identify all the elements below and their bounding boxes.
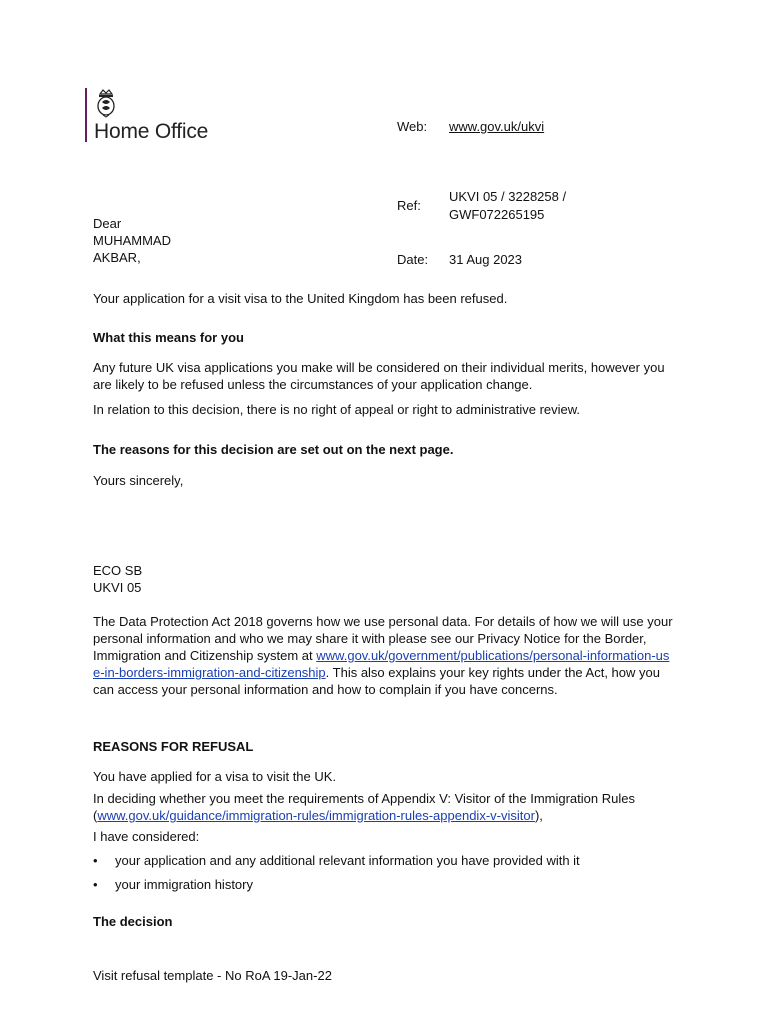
reasons-note: The reasons for this decision are set out on the next page. — [93, 442, 454, 457]
deciding-paragraph — [93, 790, 663, 824]
ref-label: Ref: — [397, 198, 421, 213]
heading-refusal: REASONS FOR REFUSAL — [93, 739, 254, 754]
applied-paragraph: You have applied for a visa to visit the UK. — [93, 769, 337, 784]
signatory-line1: ECO SB — [93, 563, 143, 578]
data-protection-paragraph — [93, 613, 673, 698]
deciding-text-after: ), — [534, 808, 543, 823]
considered-paragraph: I have considered: — [93, 829, 200, 844]
salutation-line1: Dear — [93, 216, 122, 231]
date-label: Date: — [397, 252, 429, 267]
salutation-line3: AKBAR, — [93, 250, 141, 265]
bullet-icon: • — [93, 853, 98, 868]
list-item-text: your application and any additional relevant information you have provided with it — [115, 853, 580, 868]
brand-bar — [85, 88, 87, 142]
ref-value-line1: UKVI 05 / 3228258 / — [449, 189, 567, 204]
closing: Yours sincerely, — [93, 473, 184, 488]
data-protection-text-after: . This also explains your key rights under the Act, how you can access your personal information and how to complain if you have concerns. — [93, 665, 660, 697]
future-applications-paragraph: Any future UK visa applications you make will be considered on their individual merits, however you are likely to be refused unless the circumstances of your application change. — [93, 360, 665, 392]
list-item-text: your immigration history — [115, 877, 253, 892]
privacy-notice-link[interactable]: www.gov.uk/government/publications/personal-information-use-in-borders-immigration-and-citizenship — [93, 648, 670, 680]
date-value: 31 Aug 2023 — [449, 252, 523, 267]
intro-paragraph: Your application for a visit visa to the United Kingdom has been refused. — [93, 291, 508, 306]
data-protection-text: The Data Protection Act 2018 governs how we use personal data. For details of how we will use your personal information and who we may share it with please see our Privacy Notice for the Border, Immigration and Citizenship system at — [93, 614, 673, 663]
heading-meaning: What this means for you — [93, 330, 244, 345]
bullet-icon: • — [93, 877, 98, 892]
appendix-v-link[interactable]: www.gov.uk/guidance/immigration-rules/immigration-rules-appendix-v-visitor — [97, 808, 535, 823]
footer-template-ref: Visit refusal template - No RoA 19-Jan-22 — [93, 968, 332, 983]
heading-decision: The decision — [93, 914, 173, 929]
org-name: Home Office — [94, 120, 209, 143]
signatory-line2: UKVI 05 — [93, 580, 142, 595]
ref-value-line2: GWF072265195 — [449, 207, 545, 222]
appeal-paragraph: In relation to this decision, there is no right of appeal or right to administrative review. — [93, 402, 581, 417]
royal-crest-icon — [95, 88, 117, 118]
deciding-text: In deciding whether you meet the requirements of Appendix V: Visitor of the Immigration Rules ( — [93, 791, 635, 823]
web-label: Web: — [397, 119, 428, 134]
web-link[interactable]: www.gov.uk/ukvi — [449, 119, 545, 134]
salutation-line2: MUHAMMAD — [93, 233, 171, 248]
